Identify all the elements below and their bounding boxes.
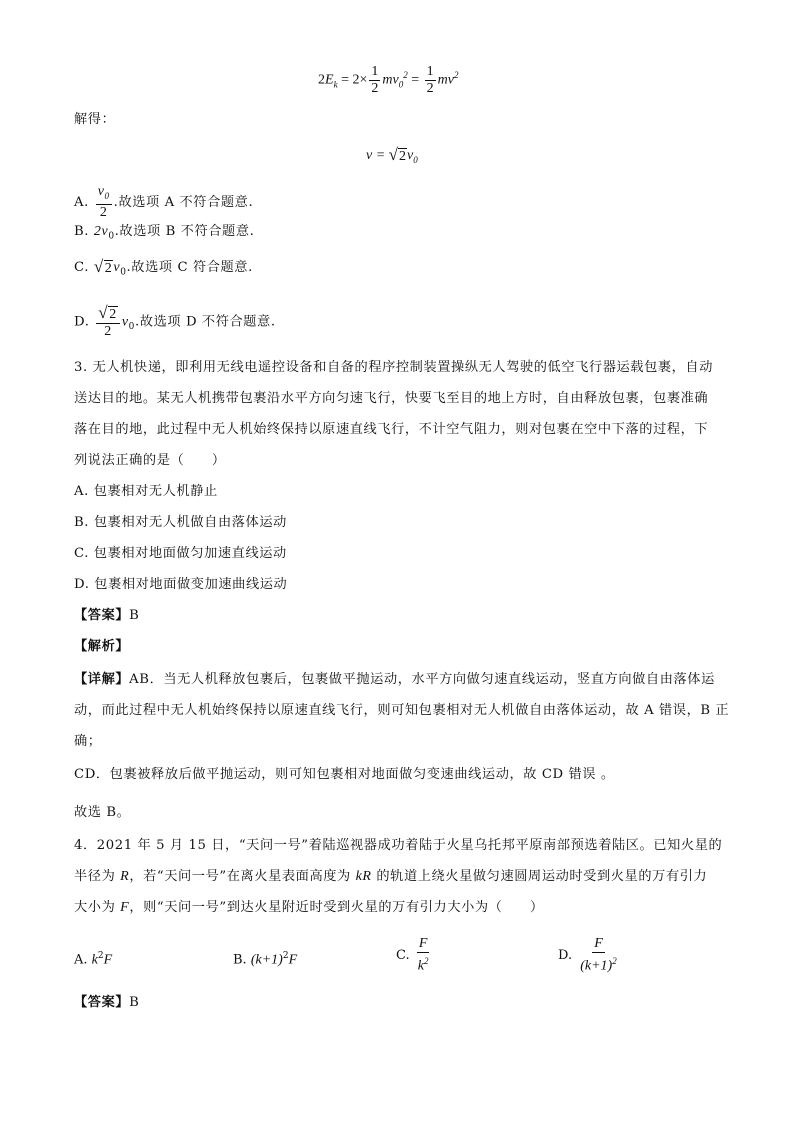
q3-line-4: 列说法正确的是（ ） xyxy=(74,453,226,468)
solve-label: 解得： xyxy=(74,112,116,127)
q3-answer: 【答案】B xyxy=(74,608,140,623)
prev-option-d: D. √ 2 2 $v_0$.故选项 D 不符合题意. xyxy=(74,303,276,339)
q4-option-c: C. $\frac{F}{k^2}$ xyxy=(396,936,429,974)
q3-analysis-tag: 【解析】 xyxy=(74,639,130,654)
q4-option-b: B. $(k+1)^2F$ xyxy=(233,951,298,968)
q3-conclusion: 故选 B。 xyxy=(74,805,131,820)
frac-f-k1sq: $\frac{F}{(k+1)^2}$ xyxy=(580,936,617,974)
q3-option-b: B. 包裹相对无人机做自由落体运动 xyxy=(74,515,287,530)
q4-option-d: D. $\frac{F}{(k+1)^2}$ xyxy=(558,936,617,974)
v-eq: v = xyxy=(366,148,386,163)
eq-sq2: 2 xyxy=(453,70,459,81)
prev-option-c: C. √ 2 $v_0$.故选项 C 符合题意. xyxy=(74,257,253,278)
q4-line-2: 半径为 R，若“天问一号”在离火星表面高度为 kR 的轨道上绕火星做匀速圆周运动时受到火星的万有引力 xyxy=(74,869,708,884)
sqrt-2-c: √ 2 xyxy=(93,257,113,276)
q4-option-a: A. $k^2F$ xyxy=(74,951,113,968)
q3-line-3: 落在目的地，此过程中无人机始终保持以原速直线飞行，不计空气阻力，则对包裹在空中下落的过程，下 xyxy=(74,422,709,437)
eq-half-2: $\frac{1}{2}$ xyxy=(426,64,434,96)
velocity-equation: v = √ 2 $v_0$ xyxy=(366,145,418,165)
q3-line-1: 3. 无人机快递，即利用无线电遥控设备和自备的程序控制装置操纵无人驾驶的低空飞行器运载包裹，自动 xyxy=(74,360,714,375)
q3-line-2: 送达目的地。某无人机携带包裹沿水平方向匀速飞行，快要飞至目的地上方时，自由释放包裹，包裹准确 xyxy=(74,391,709,406)
frac-sqrt2-2: √ 2 2 xyxy=(96,304,120,340)
sqrt-2: √ 2 xyxy=(388,145,407,165)
frac-f-k2: $\frac{F}{k^2}$ xyxy=(417,936,429,974)
prev-option-b: B. $2v_0$.故选项 B 不符合题意. xyxy=(74,224,255,242)
eq-half-1: $\frac{1}{2}$ xyxy=(371,64,379,96)
q3-detail-4: CD．包裹被释放后做平抛运动，则可知包裹相对地面做匀变速曲线运动，故 CD 错误 。 xyxy=(74,767,615,782)
eq-sq: 2 xyxy=(403,70,408,81)
q4-answer: 【答案】B xyxy=(74,995,140,1010)
frac-v0-2: $\frac{v_0}{2}$ xyxy=(97,184,110,220)
q3-detail-3: 确； xyxy=(74,734,102,749)
eq-k-sub: k xyxy=(333,79,338,90)
eq-coef: 2 xyxy=(318,72,325,88)
q3-detail-2: 动，而此过程中无人机始终保持以原速直线飞行，则可知包裹相对无人机做自由落体运动，故 A 错误，B 正 xyxy=(74,703,730,718)
eq-ek: E xyxy=(325,72,334,88)
eq-mv: mv xyxy=(437,72,454,88)
q4-line-3: 大小为 F，则“天问一号”到达火星附近时受到火星的万有引力大小为（ ） xyxy=(74,900,544,915)
q4-line-1: 4．2021 年 5 月 15 日，“天问一号”着陆巡视器成功着陆于火星乌托邦平原南部预选着陆区。已知火星的 xyxy=(74,838,723,853)
q3-option-c: C. 包裹相对地面做匀加速直线运动 xyxy=(74,546,287,561)
q3-option-d: D. 包裹相对地面做变加速曲线运动 xyxy=(74,577,288,592)
q3-detail-1: 【详解】AB．当无人机释放包裹后，包裹做平抛运动，水平方向做匀速直线运动，竖直方向做自由落体运 xyxy=(74,672,715,687)
eq-mv0: mv xyxy=(382,72,399,88)
prev-option-a: A. $\frac{v_0}{2}$ .故选项 A 不符合题意. xyxy=(74,184,254,220)
q3-option-a: A. 包裹相对无人机静止 xyxy=(74,484,218,499)
eq-times: 2× xyxy=(352,72,368,88)
eq-sub0: 0 xyxy=(398,79,404,90)
energy-equation: $2E_k = 2\times$ $\frac{1}{2}$ $mv_0^2$ = $\frac{1}{2}$ $mv^2$ xyxy=(318,64,459,96)
